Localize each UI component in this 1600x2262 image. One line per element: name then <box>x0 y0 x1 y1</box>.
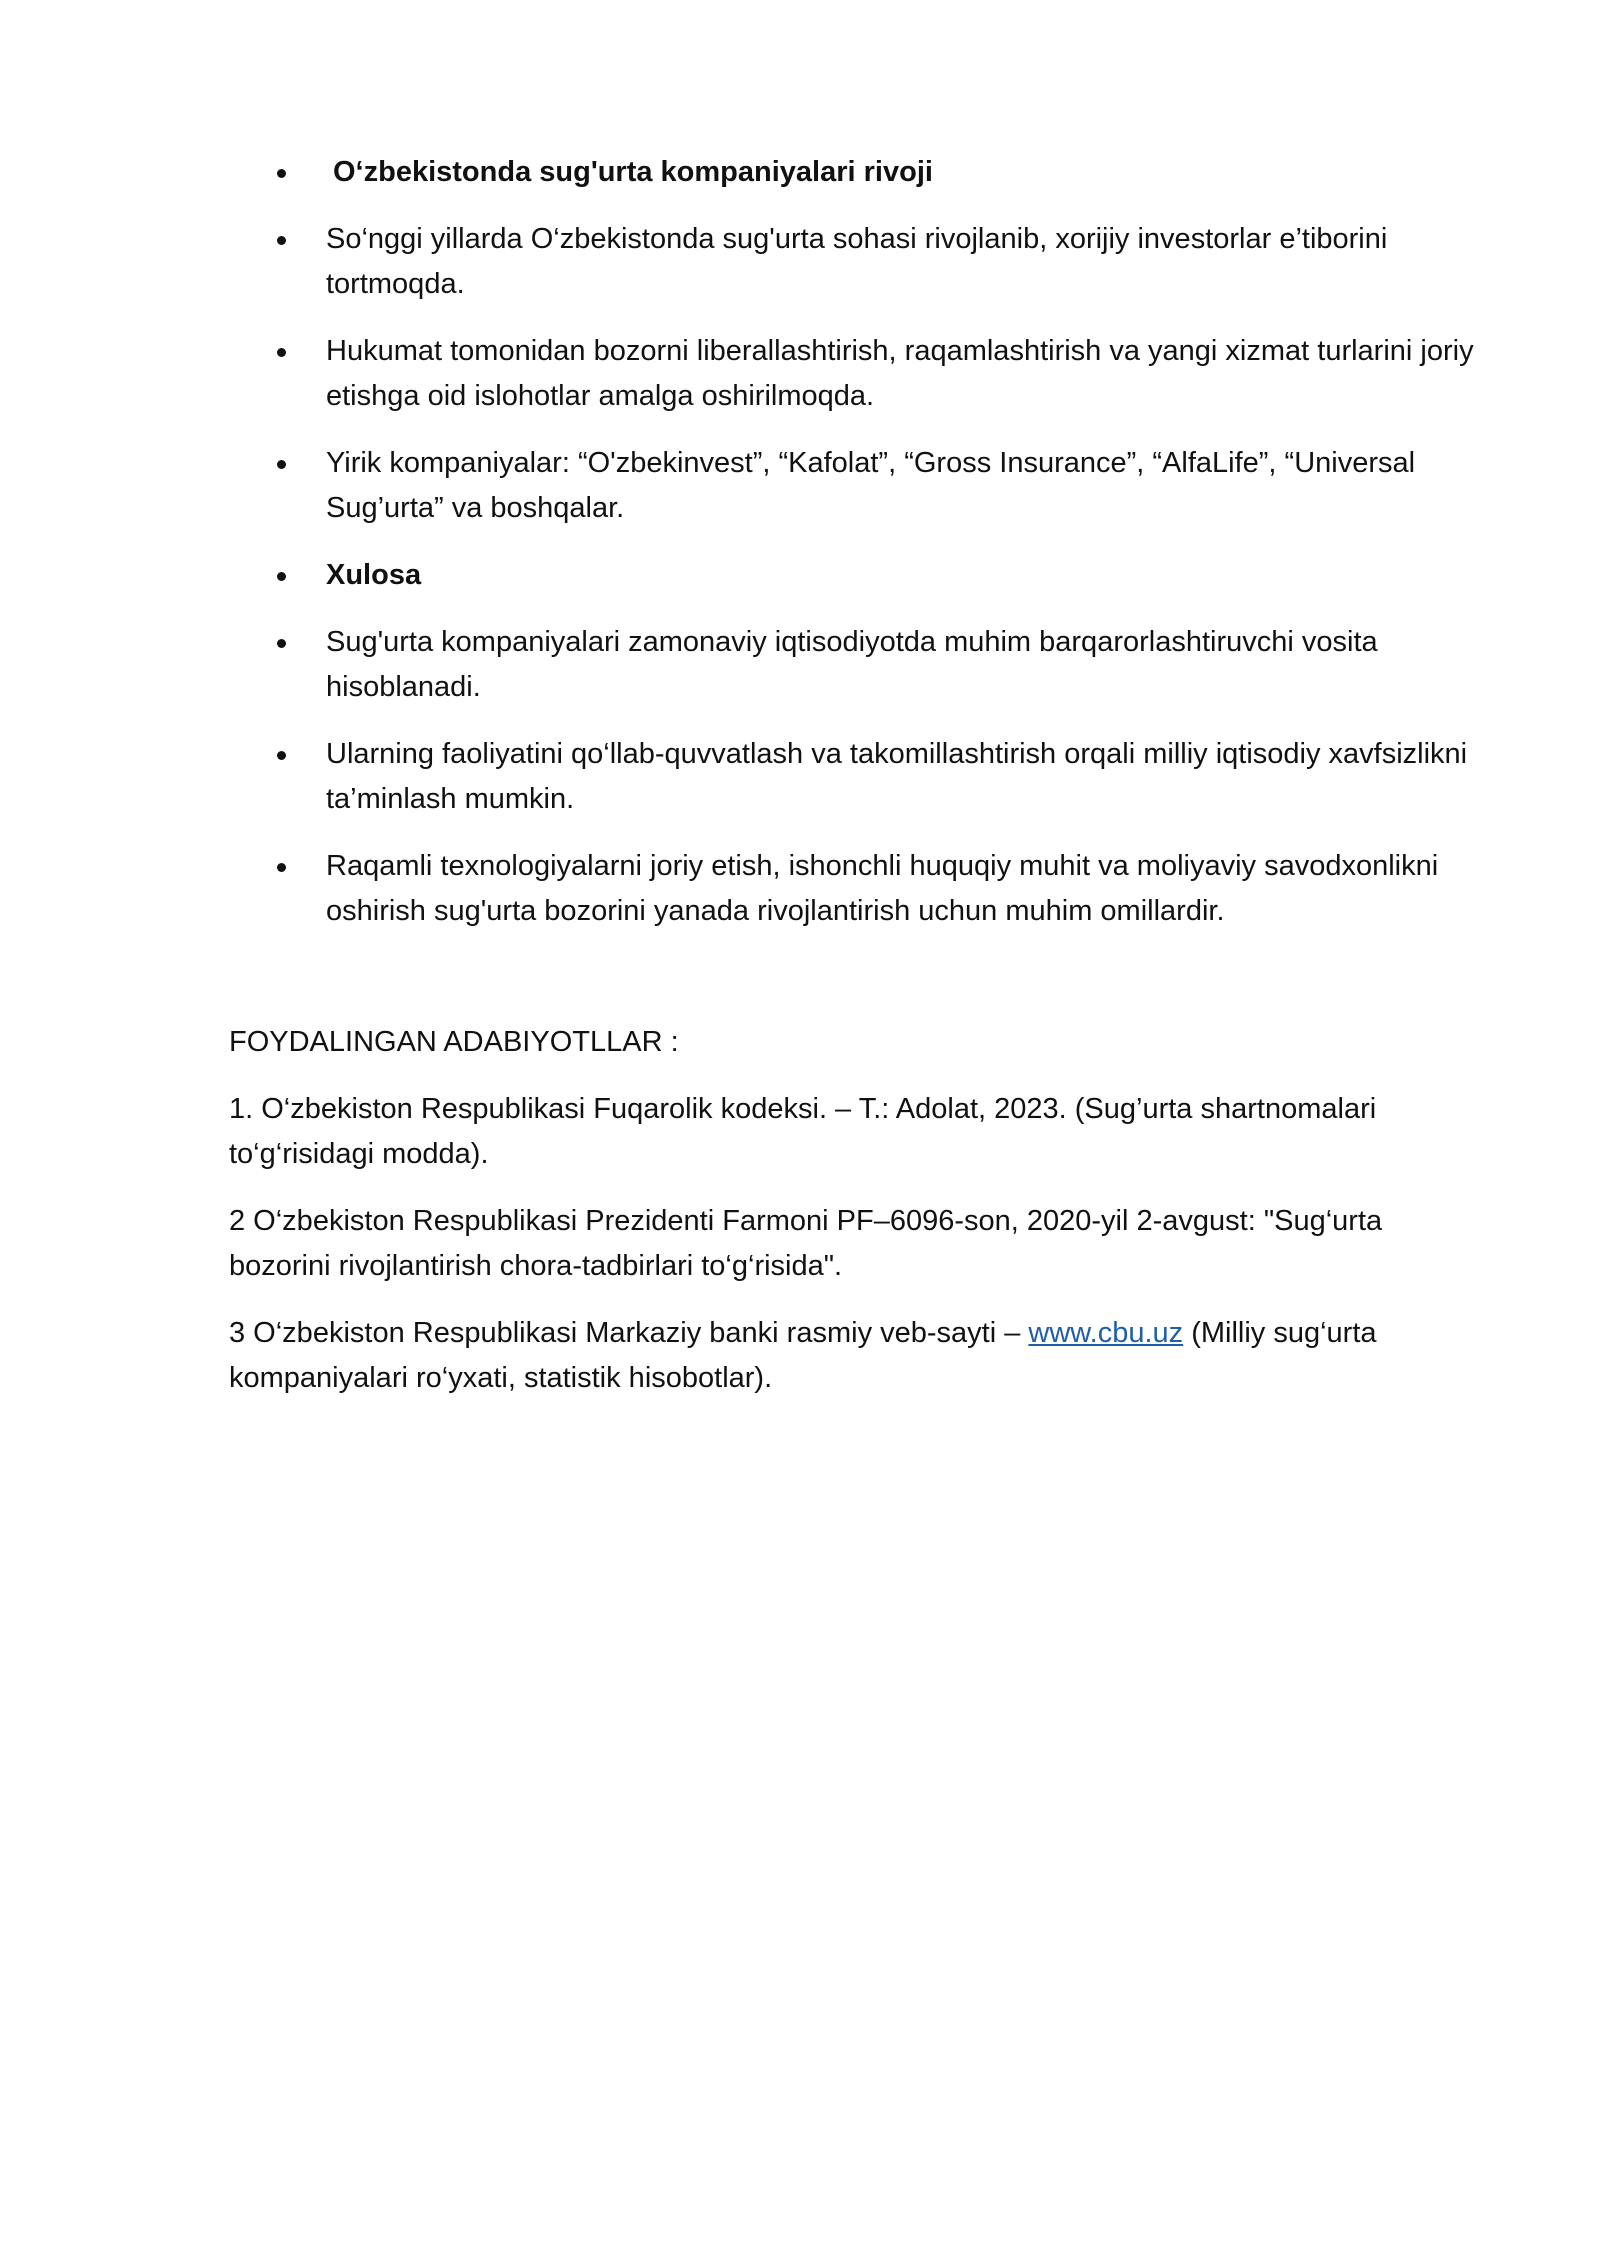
reference-item-3-text: 3 O‘zbekiston Respublikasi Markaziy banki rasmiy veb-sayti – <box>229 1317 1029 1349</box>
list-item <box>229 732 1479 822</box>
bullet-icon <box>277 572 286 581</box>
list-item-text: So‘nggi yillarda O‘zbekistonda sug'urta sohasi rivojlanib, xorijiy investorlar e’tiborini tortmoqda. <box>326 223 1388 300</box>
bullet-icon <box>277 169 286 178</box>
page-content <box>229 150 1479 1423</box>
bullet-icon <box>277 751 286 760</box>
bullet-list <box>229 150 1479 934</box>
list-item <box>229 217 1479 307</box>
cbu-website-link[interactable]: www.cbu.uz <box>1028 1317 1184 1349</box>
list-item-text: Ularning faoliyatini qo‘llab-quvvatlash va takomillashtirish orqali milliy iqtisodiy xavfsizlikni ta’minlash mumkin. <box>326 738 1468 815</box>
list-item-text: Sug'urta kompaniyalari zamonaviy iqtisodiyotda muhim barqarorlashtiruvchi vosita hisoblanadi. <box>326 626 1378 703</box>
reference-item-2: 2 O‘zbekiston Respublikasi Prezidenti Farmoni PF–6096-son, 2020-yil 2-avgust: "Sug‘urta bozorini rivojlantirish chora-tadbirlari to‘g‘risida". <box>229 1205 1383 1282</box>
reference-item-1: 1. O‘zbekiston Respublikasi Fuqarolik kodeksi. – T.: Adolat, 2023. (Sug’urta shartnomalari to‘g‘risidagi modda). <box>229 1093 1377 1170</box>
references-section <box>229 1020 1479 1401</box>
list-item-text: Yirik kompaniyalar: “O'zbekinvest”, “Kafolat”, “Gross Insurance”, “AlfaLife”, “Universal Sug’urta” va boshqalar. <box>326 447 1416 524</box>
bullet-icon <box>277 460 286 469</box>
references-heading: FOYDALINGAN ADABIYOTLLAR : <box>229 1026 679 1058</box>
bullet-icon <box>277 639 286 648</box>
list-item <box>229 844 1479 934</box>
list-item-heading-xulosa <box>229 553 1479 598</box>
section-heading: O‘zbekistonda sug'urta kompaniyalari rivoji <box>333 156 933 188</box>
list-item-text: Raqamli texnologiyalarni joriy etish, ishonchli huquqiy muhit va moliyaviy savodxonlikni oshirish sug'urta bozorini yanada rivojlantirish uchun muhim omillardir. <box>326 850 1439 927</box>
list-item <box>229 441 1479 531</box>
bullet-icon <box>277 863 286 872</box>
list-item-heading-rivoji <box>229 150 1479 195</box>
section-heading: Xulosa <box>326 559 422 591</box>
list-item <box>229 620 1479 710</box>
reference-item-3-suffix: (Milliy sug‘urta kompaniyalari ro‘yxati, statistik hisobotlar). <box>229 1317 1377 1394</box>
bullet-icon <box>277 236 286 245</box>
list-item-text: Hukumat tomonidan bozorni liberallashtirish, raqamlashtirish va yangi xizmat turlarini joriy etishga oid islohotlar amalga oshirilmoqda. <box>326 335 1474 412</box>
list-item <box>229 329 1479 419</box>
reference-item-3 <box>229 1311 1479 1401</box>
bullet-icon <box>277 348 286 357</box>
